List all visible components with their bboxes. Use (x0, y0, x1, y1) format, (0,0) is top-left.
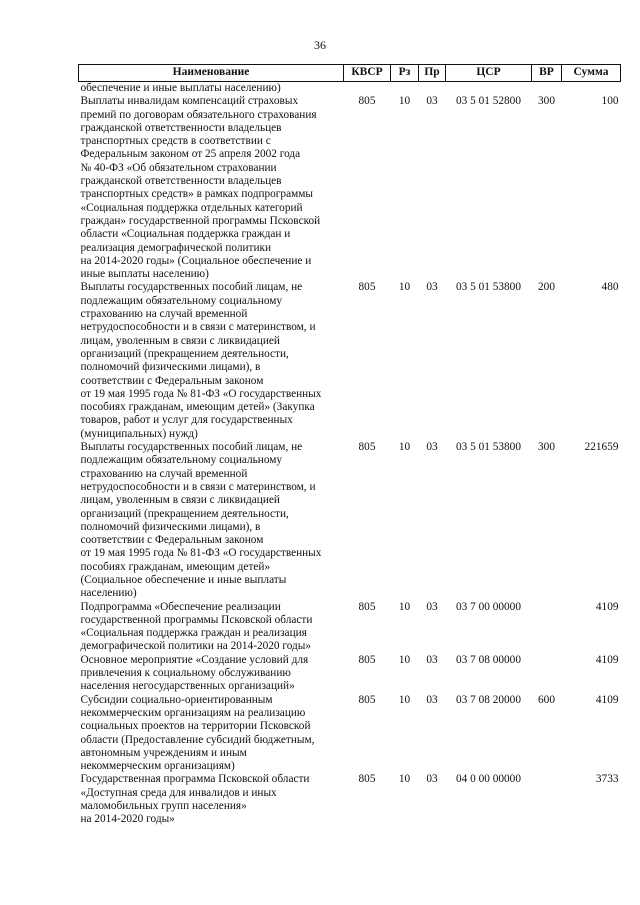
header-kvsr: КВСР (344, 65, 391, 82)
cell-sum: 4109 (595, 600, 619, 613)
description-line: автономным учреждениям и иным (80, 746, 247, 759)
header-rz: Рз (391, 65, 419, 82)
description-line: полномочий физическими лицами), в (80, 361, 261, 374)
description-line: лицам, уволенным в связи с ликвидацией (80, 494, 280, 507)
description-line: Выплаты инвалидам компенсаций страховых (80, 95, 299, 108)
cell-vr (532, 601, 562, 654)
row-description (79, 773, 344, 826)
budget-table (78, 64, 621, 827)
description-line: организаций (прекращением деятельности, (80, 507, 289, 520)
description-line: социальных проектов на территории Псковской (80, 720, 311, 733)
cell-pr: 03 (426, 773, 438, 786)
description-line: лицам, уволенным в связи с ликвидацией (80, 334, 280, 347)
cell-vr: 300 (538, 95, 555, 108)
row-description (79, 654, 344, 694)
description-line: Субсидии социально-ориентированным (80, 693, 273, 706)
description-line: пособиях гражданам, имеющим детей» (80, 560, 271, 573)
cell-kvsr: 805 (358, 653, 376, 666)
description-line: нетрудоспособности и в связи с материнством, и (80, 321, 316, 334)
cell-vr: 200 (538, 281, 555, 294)
description-line: товаров, работ и услуг для государственных (80, 414, 293, 427)
cell-rz: 10 (398, 773, 411, 786)
cell-sum: 480 (601, 281, 619, 294)
cell-rz: 10 (398, 281, 411, 294)
header-vr: ВР (532, 65, 562, 82)
cell-pr: 03 (426, 693, 438, 706)
header-pr: Пр (419, 65, 446, 82)
cell-kvsr: 805 (358, 600, 376, 613)
description-line: пособиях гражданам, имеющим детей» (Закупка (80, 401, 315, 414)
description-line: реализация демографической политики (80, 241, 272, 254)
table-row (79, 773, 621, 826)
description-line: Выплаты государственных пособий лицам, не (80, 441, 303, 454)
cell-vr (532, 82, 562, 96)
description-line: граждан» государственной программы Псковской (80, 214, 321, 227)
table-row (79, 82, 621, 96)
header-sum: Сумма (562, 65, 621, 82)
table-row (79, 95, 621, 281)
description-line: транспортных средств в соответствии с (80, 135, 271, 148)
cell-vr: 600 (538, 693, 555, 706)
cell-vr (532, 773, 562, 826)
description-line: № 40-ФЗ «Об обязательном страховании (80, 161, 277, 174)
cell-kvsr: 805 (358, 773, 376, 786)
cell-csr: 04 0 00 00000 (456, 773, 521, 786)
description-line: гражданской ответственности владельцев (80, 121, 282, 134)
cell-kvsr: 805 (358, 281, 376, 294)
row-description (79, 281, 344, 441)
description-line: от 19 мая 1995 года № 81-ФЗ «О государственных (80, 547, 322, 560)
description-line: (Социальное обеспечение и иные выплаты (80, 573, 287, 586)
description-line: полномочий физическими лицами), в (80, 520, 261, 533)
description-line: иные выплаты населению) (80, 268, 209, 281)
description-line: гражданской ответственности владельцев (80, 175, 282, 188)
description-line: страхованию на случай временной (80, 467, 248, 480)
row-description (79, 441, 344, 601)
page-number: 36 (314, 38, 326, 52)
cell-csr: 03 5 01 53800 (456, 281, 521, 294)
description-line: Основное мероприятие «Создание условий для (80, 653, 309, 666)
description-line: «Социальная поддержка граждан и реализация (80, 627, 307, 640)
description-line: соответствии с Федеральным законом (80, 534, 264, 547)
cell-pr: 03 (426, 95, 438, 108)
row-description (79, 601, 344, 654)
description-line: от 19 мая 1995 года № 81-ФЗ «О государственных (80, 387, 322, 400)
cell-rz (391, 82, 419, 96)
description-line: страхованию на случай временной (80, 308, 248, 321)
cell-sum: 100 (601, 95, 619, 108)
description-line: транспортных средств» в рамках подпрограммы (80, 188, 313, 201)
row-description (79, 95, 344, 281)
description-line: «Социальная поддержка отдельных категорий (80, 201, 303, 214)
row-description (79, 694, 344, 774)
cell-kvsr: 805 (358, 95, 376, 108)
cell-csr: 03 5 01 53800 (456, 441, 521, 454)
description-line: населения негосударственных организаций» (80, 680, 295, 693)
cell-pr: 03 (426, 600, 438, 613)
table-row (79, 601, 621, 654)
cell-rz: 10 (398, 693, 411, 706)
table-row (79, 694, 621, 774)
description-line: нетрудоспособности и в связи с материнством, и (80, 480, 316, 493)
description-line: Подпрограмма «Обеспечение реализации (80, 600, 281, 613)
cell-sum: 3733 (595, 773, 619, 786)
description-line: премий по договорам обязательного страхования (80, 108, 317, 121)
description-line: области (Предоставление субсидий бюджетным, (80, 733, 315, 746)
cell-rz: 10 (398, 441, 411, 454)
description-line: обеспечение и иные выплаты населению) (80, 82, 281, 94)
cell-sum (562, 82, 621, 96)
cell-kvsr (344, 82, 391, 96)
description-line: подлежащим обязательному социальному (80, 294, 283, 307)
cell-pr: 03 (426, 441, 438, 454)
description-line: (муниципальных) нужд) (80, 427, 198, 440)
row-description (79, 82, 344, 96)
description-line: области «Социальная поддержка граждан и (80, 228, 291, 241)
description-line: Федеральным законом от 25 апреля 2002 года (80, 148, 301, 161)
table-row (79, 281, 621, 441)
cell-rz: 10 (398, 600, 411, 613)
description-line: государственной программы Псковской области (80, 613, 313, 626)
description-line: соответствии с Федеральным законом (80, 374, 264, 387)
description-line: привлечения к социальному обслуживанию (80, 667, 291, 680)
cell-sum: 4109 (595, 653, 619, 666)
cell-vr (532, 654, 562, 694)
cell-kvsr: 805 (358, 441, 376, 454)
cell-pr: 03 (426, 281, 438, 294)
cell-pr (419, 82, 446, 96)
table-row (79, 441, 621, 601)
cell-csr: 03 7 00 00000 (456, 600, 521, 613)
description-line: «Доступная среда для инвалидов и иных (80, 786, 277, 799)
description-line: населению) (80, 587, 137, 600)
cell-kvsr: 805 (358, 693, 376, 706)
description-line: демографической политики на 2014-2020 годы» (80, 640, 312, 653)
description-line: некоммерческим организациям) (80, 760, 235, 773)
description-line: подлежащим обязательному социальному (80, 454, 283, 467)
description-line: Выплаты государственных пособий лицам, не (80, 281, 303, 294)
description-line: некоммерческим организациям на реализацию (80, 706, 306, 719)
cell-pr: 03 (426, 653, 438, 666)
header-name: Наименование (79, 65, 344, 82)
table-header-row (79, 65, 621, 82)
cell-csr: 03 5 01 52800 (456, 95, 521, 108)
cell-csr: 03 7 08 00000 (456, 653, 521, 666)
description-line: организаций (прекращением деятельности, (80, 347, 289, 360)
table-row (79, 654, 621, 694)
description-line: маломобильных групп населения» (80, 800, 247, 813)
cell-vr: 300 (538, 441, 555, 454)
cell-sum: 4109 (595, 693, 619, 706)
cell-csr: 03 7 08 20000 (456, 693, 521, 706)
description-line: на 2014-2020 годы» (Социальное обеспечение и (80, 254, 312, 267)
description-line: на 2014-2020 годы» (80, 813, 175, 826)
header-csr: ЦСР (446, 65, 532, 82)
cell-csr (446, 82, 532, 96)
description-line: Государственная программа Псковской области (80, 773, 310, 786)
cell-rz: 10 (398, 95, 411, 108)
cell-rz: 10 (398, 653, 411, 666)
cell-sum: 221659 (584, 441, 619, 454)
